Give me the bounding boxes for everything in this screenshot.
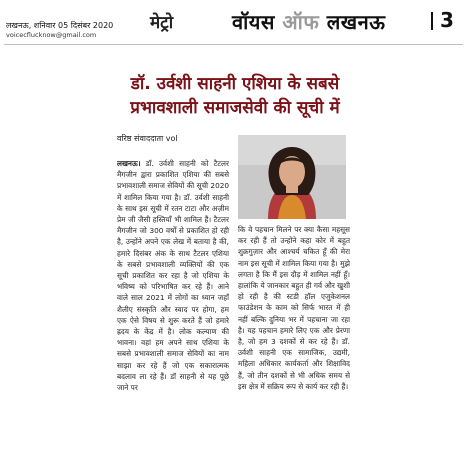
article-column-2: कि वे पहचान मिलने पर क्या कैसा महसूस कर रही हैं तो उन्होंने कहा कोर में बहुत शुक्रगुज़ार और आश्चर्य चकित हूँ की मेरा नाम इस सूची में शामिल किया गया है। मुझे लगता है कि मैं इस दौड़ में शामिल नहीं हूँ। हालांकि ये जानकार बहुत ही गर्व और खुशी हो रही है की स्टडी हॉल एजुकेशनल फाउंडेशन के काम को सिर्फ भारत में ही नहीं बल्कि दुनिया भर में पहचाना जा रहा है। यह पहचान हमारे लिए एक और प्रेरणा है, जो हम 3 दशकों से कर रहे हैं। डॉ. उर्वशी साहनी एक सामाजिक, उद्यमी, महिला अधिकार कार्यकर्ता और शिक्षाविद हैं, जो तीन दशकों से भी अधिक समय से इस क्षेत्र में सक्रिय रूप से कार्य कर रही हैं। (238, 225, 350, 391)
byline: वरिष्ठ संवाददाता vol (117, 134, 178, 143)
article-column-1 (117, 158, 229, 436)
dateline-lead: लखनऊ। (117, 159, 141, 168)
header-rule (4, 44, 463, 45)
headline-line-2: प्रभावशाली समाजसेवी की सूची में (130, 98, 340, 118)
portrait-illustration (238, 135, 346, 219)
headline-line-1: डॉ. उर्वशी साहनी एशिया के सबसे (130, 74, 340, 94)
dateline: लखनऊ, शनिवार 05 दिसंबर 2020 (6, 21, 114, 30)
section-name: मेट्रो (150, 13, 174, 33)
masthead-word-1: वॉयस (232, 10, 275, 34)
masthead (232, 8, 385, 35)
portrait-photo (238, 135, 346, 219)
masthead-word-3: लखनऊ (326, 10, 386, 34)
newspaper-header (0, 0, 467, 44)
masthead-divider (431, 12, 433, 30)
column-1-text: डॉ. उर्वशी साहनी को टैटलर मैगजीन द्वारा प्रकाशित एशिया की सबसे प्रभावशाली समाज सेवियों की सूची 2020 में शामिल किया गया है। डॉ. उर्वशी साहनी के साथ इस सूची में रतन टाटा और अज़ीम प्रेम जी जैसी हस्तियाँ भी शामिल हैं। टैटलर मैगजीन जो 300 वर्षों से प्रकाशित हो रही है, उन्होंने अपने एक लेख में बताया है की, हमारे दिसंबर अंक के साथ टैटलर एशिया के सबसे प्रभावशाली व्यक्तियों की एक सूची प्रकाशित कर रहा है जो एशिया के भविष्य को परिभाषित कर रहे हैं। आने वाले साल 2021 में लोगों का ध्यान जहाँ शैलीए संस्कृति और स्वाद पर होगा, हम एक ऐसे विषय से शुरू करते हैं जो हमारे ह्रदय के केंद्र में है। लोक कल्याण की भावना। वहां हम अपने साथ एशिया के सबसे प्रभावशाली समाज सेवियों का नाम साझा कर रहे हैं जो एक सकारात्मक बदलाव ला रहे हैं। डॉ साहनी से यह पूछे जाने पर (117, 159, 229, 393)
contact-email: voicecflucknow@gmail.com (6, 31, 97, 39)
page-number: 3 (440, 8, 454, 32)
masthead-word-2: ऑफ (282, 10, 320, 34)
